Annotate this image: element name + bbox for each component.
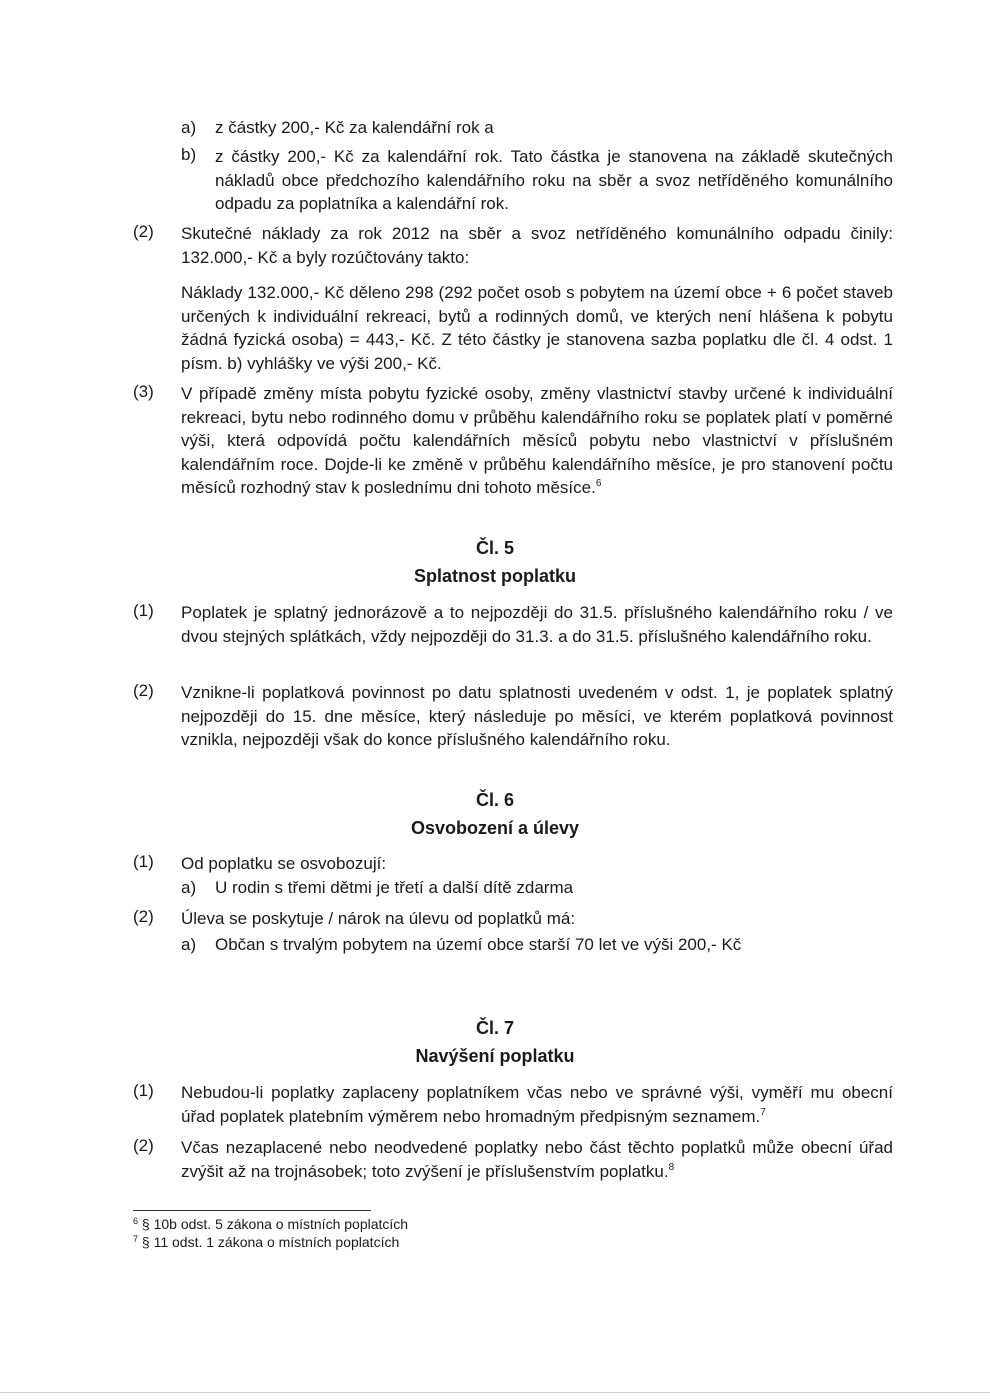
footnote-ref: 7 — [760, 1106, 766, 1118]
item-label: a) — [181, 118, 197, 137]
article-5-label: Čl. 5 — [475, 538, 514, 558]
footnote-mark: 6 — [133, 1216, 139, 1226]
footnote-mark: 7 — [133, 1234, 139, 1244]
scan-edge — [0, 1392, 990, 1393]
paragraph-text: Skutečné náklady za rok 2012 na sběr a svoz netříděného komunálního odpadu činily: 132.000,- Kč a byly rozúčtovány takto: — [181, 224, 893, 267]
paragraph-text: Poplatek je splatný jednorázově a to nejpozději do 31.5. příslušného kalendářního roku / ve dvou stejných splátkách, vždy nejpozději do 31.3. a do 31.5. příslušného kalendářního roku. — [181, 603, 893, 646]
paragraph-number: (2) — [133, 222, 154, 241]
paragraph-text: Vznikne-li poplatková povinnost po datu splatnosti uvedeném v odst. 1, je poplatek splatný nejpozději do 15. dne měsíce, který následuje po měsíci, ve kterém poplatková povinnost vznikla, nejpozději však do konce příslušného kalendářního roku. — [181, 683, 893, 749]
paragraph-number: (1) — [133, 852, 154, 871]
article-7-title: Navýšení poplatku — [415, 1046, 575, 1066]
footnote-7 — [133, 1234, 399, 1250]
article-6-title: Osvobození a úlevy — [410, 818, 580, 838]
footnote-separator — [133, 1210, 371, 1211]
item-text: U rodin s třemi dětmi je třetí a další dítě zdarma — [215, 878, 574, 897]
article-5-title: Splatnost poplatku — [414, 566, 576, 586]
item-label: b) — [181, 145, 197, 164]
footnote-text: § 10b odst. 5 zákona o místních poplatcích — [141, 1216, 409, 1232]
footnote-ref: 8 — [668, 1161, 675, 1173]
footnote-ref: 6 — [595, 478, 602, 489]
paragraph-text: Od poplatku se osvobozují: — [181, 854, 387, 873]
paragraph-number: (2) — [133, 681, 154, 700]
item-label: a) — [181, 878, 197, 897]
item-label: a) — [181, 935, 197, 954]
calculation-text: Náklady 132.000,- Kč děleno 298 (292 počet osob s pobytem na území obce + 6 počet staveb určených k individuální rekreaci, bytů a rodinných domů, ve kterých není hlášena k pobytu žádná fyzická osoba) = 443,- Kč. Z této částky je stanovena sazba poplatku dle čl. 4 odst. 1 písm. b) vyhlášky ve výši 200,- Kč. — [181, 283, 893, 373]
paragraph-text: V případě změny místa pobytu fyzické osoby, změny vlastnictví stavby určené k individuální rekreaci, bytu nebo rodinného domu v průběhu kalendářního roku se poplatek platí v poměrné výši, která odpovídá počtu kalendářních měsíců pobytu nebo vlastnictví v příslušném kalendářním roce. Dojde-li ke změně v průběhu kalendářního měsíce, je pro stanovení počtu měsíců rozhodný stav k poslednímu dni tohoto měsíce.$^6$ — [181, 384, 893, 497]
footnote-text: § 11 odst. 1 zákona o místních poplatcích — [141, 1234, 400, 1250]
item-text: z částky 200,- Kč za kalendářní rok a — [215, 118, 494, 137]
article-6-label: Čl. 6 — [475, 790, 514, 810]
footnote-6 — [133, 1216, 408, 1232]
paragraph-number: (2) — [133, 907, 154, 926]
item-text: Občan s trvalým pobytem na území obce starší 70 let ve výši 200,- Kč — [215, 935, 742, 954]
paragraph-number: (1) — [133, 601, 154, 620]
paragraph-text: Nebudou-li poplatky zaplaceny poplatníkem včas nebo ve správné výši, vyměří mu obecní úřad poplatek platebním výměrem nebo hromadným předpisným seznamem.$^7$ — [181, 1083, 893, 1126]
item-text: z částky 200,- Kč za kalendářní rok. Tato částka je stanovena na základě skutečných nákladů obce předchozího kalendářního roku na sběr a svoz netříděného komunálního odpadu za poplatníka a kalendářní rok. — [215, 147, 893, 213]
paragraph-text: Úleva se poskytuje / nárok na úlevu od poplatků má: — [181, 909, 576, 928]
paragraph-number: (3) — [133, 382, 154, 401]
article-7-label: Čl. 7 — [475, 1018, 514, 1038]
paragraph-number: (2) — [133, 1136, 154, 1155]
paragraph-number: (1) — [133, 1081, 154, 1100]
paragraph-text: Včas nezaplacené nebo neodvedené poplatky nebo část těchto poplatků může obecní úřad zvýšit až na trojnásobek; toto zvýšení je příslušenstvím poplatku.$^8$ — [181, 1138, 893, 1181]
